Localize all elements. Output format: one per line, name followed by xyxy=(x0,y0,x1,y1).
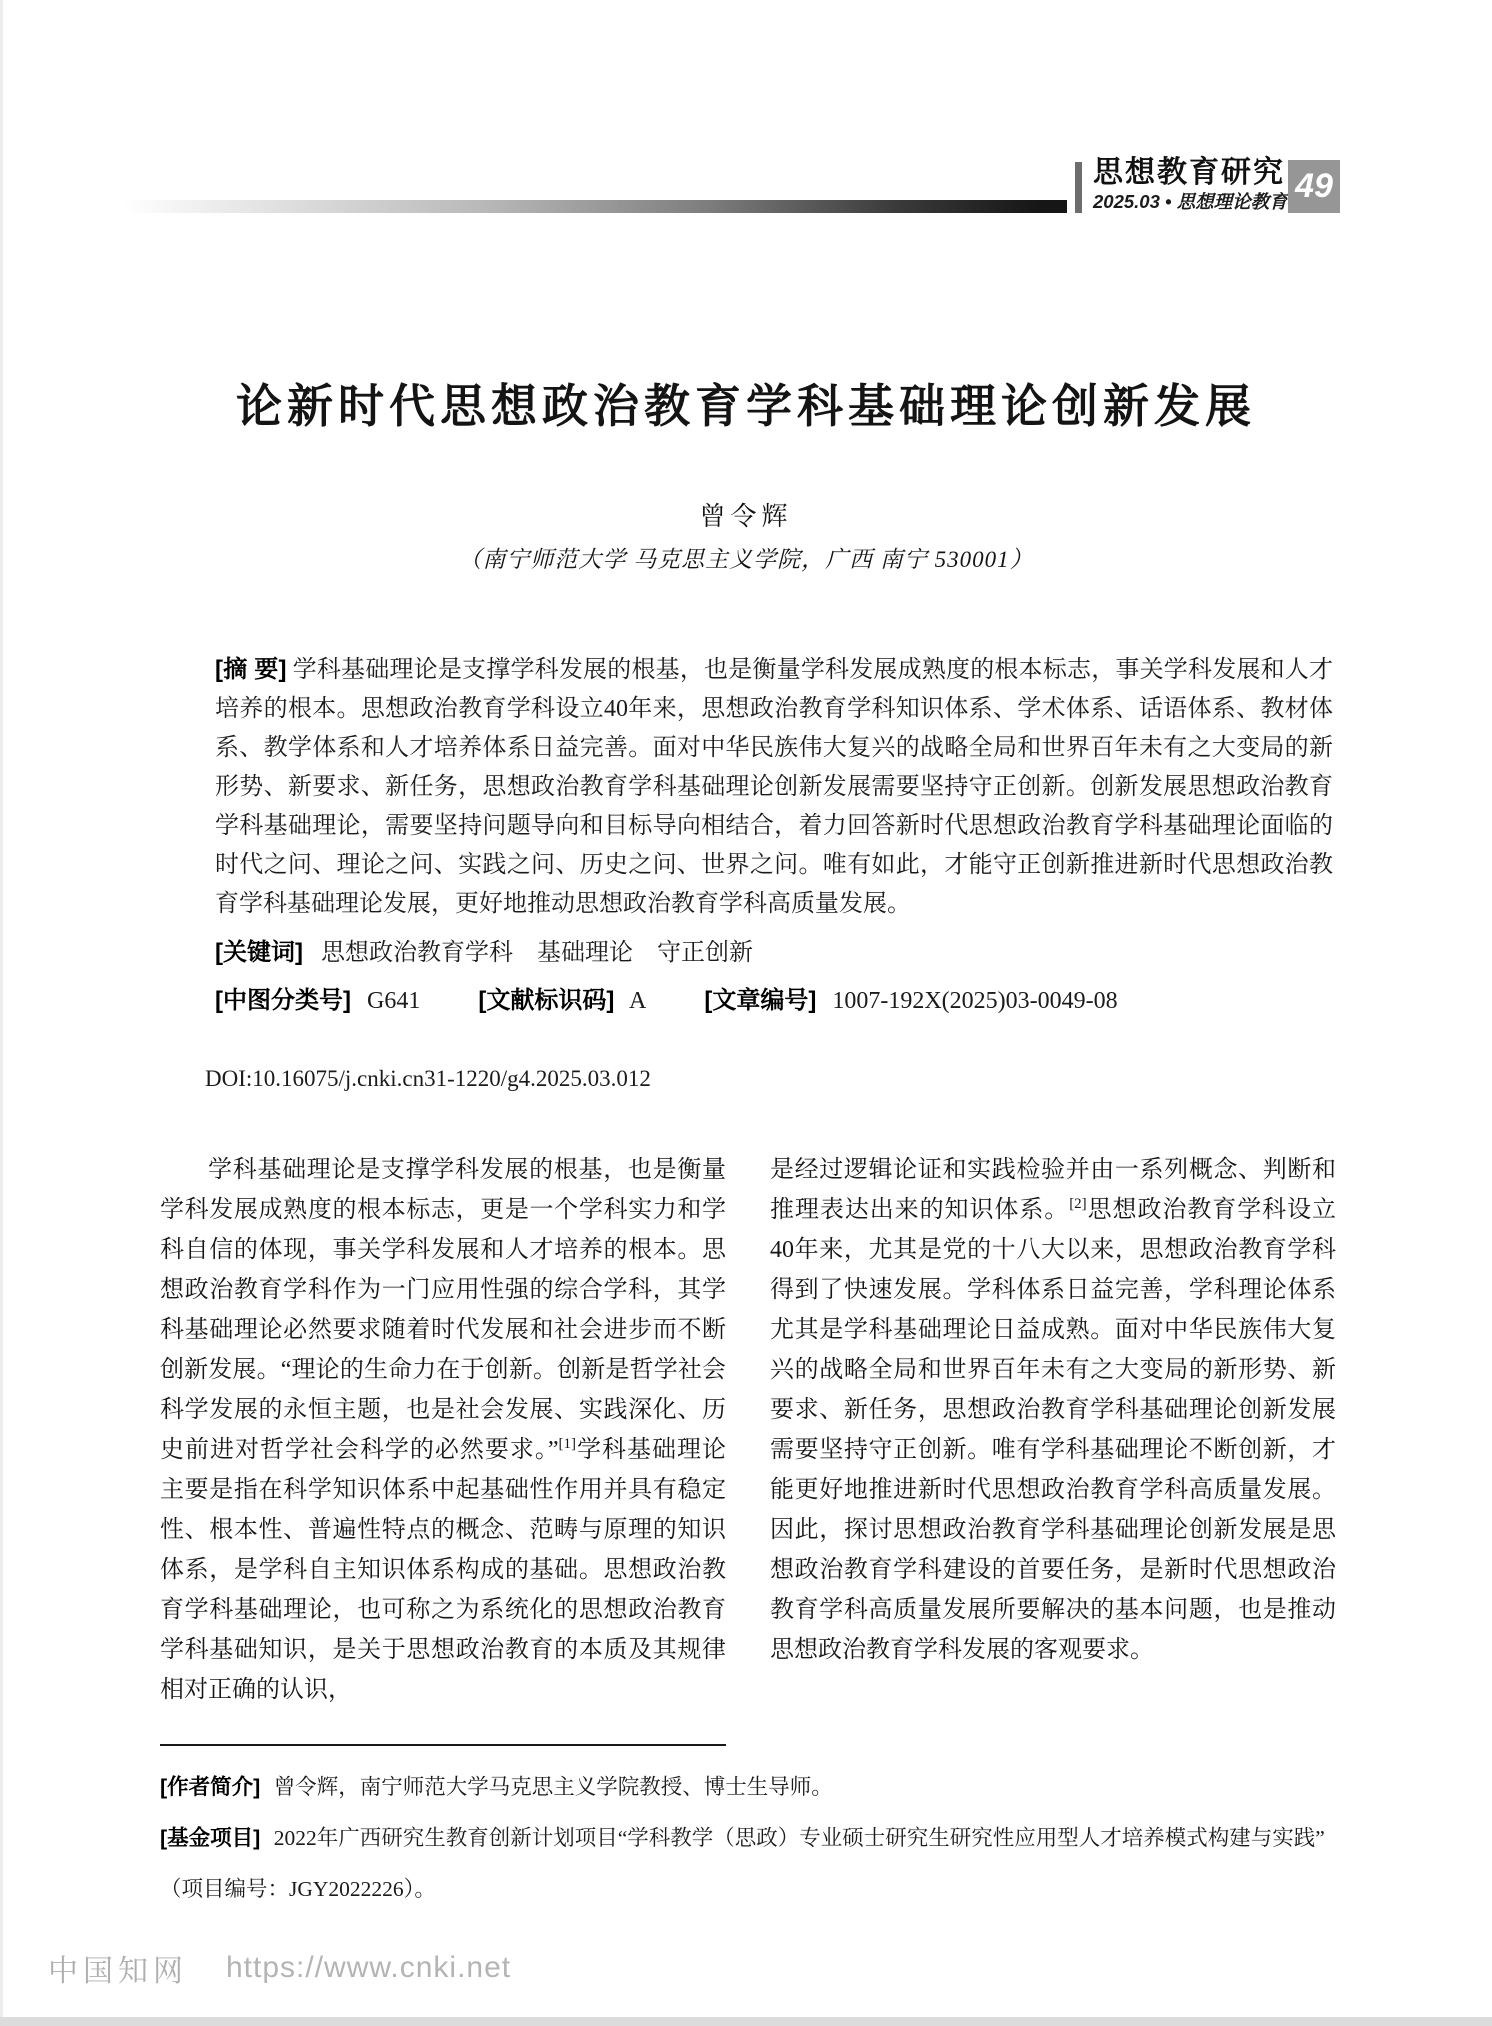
abstract-text: 学科基础理论是支撑学科发展的根基，也是衡量学科发展成熟度的根本标志，事关学科发展和人才培养的根本。思想政治教育学科设立40年来，思想政治教育学科知识体系、学术体系、话语体系、教材体系、教学体系和人才培养体系日益完善。面对中华民族伟大复兴的战略全局和世界百年未有之大变局的新形势、新要求、新任务，思想政治教育学科基础理论创新发展需要坚持守正创新。创新发展思想政治教育学科基础理论，需要坚持问题导向和目标导向相结合，着力回答新时代思想政治教育学科基础理论面临的时代之问、理论之问、实践之问、历史之问、世界之问。唯有如此，才能守正创新推进新时代思想政治教育学科基础理论发展，更好地推动思想政治教育学科高质量发展。 xyxy=(215,657,1334,917)
issue-dot: • xyxy=(1165,191,1172,212)
article-affiliation: （南宁师范大学 马克思主义学院，广西 南宁 530001） xyxy=(458,547,1034,572)
page-left-edge xyxy=(0,0,3,2026)
page-bottom-edge xyxy=(0,2017,1492,2026)
cnki-url-link[interactable]: https://www.cnki.net xyxy=(226,1951,512,1984)
body-paragraph-left xyxy=(160,1150,726,1710)
body-right-seg1: 是经过逻辑论证和实践检验并由一系列概念、判断和推理表达出来的知识体系。 xyxy=(770,1157,1336,1223)
author-bio-note xyxy=(160,1762,1356,1813)
author-bio-label: [作者简介] xyxy=(160,1775,261,1799)
journal-issue-line xyxy=(1093,190,1288,213)
issue-number: 2025.03 xyxy=(1093,191,1160,212)
clc-value: G641 xyxy=(366,988,421,1014)
body-right-seg2: 思想政治教育学科设立40年来，尤其是党的十八大以来，思想政治教育学科得到了快速发展。学科体系日益完善，学科理论体系尤其是学科基础理论日益成熟。面对中华民族伟大复兴的战略全局和世界百年未有之大变局的新形势、新要求、新任务，思想政治教育学科基础理论创新发展需要坚持守正创新。唯有学科基础理论不断创新，才能更好地推进新时代思想政治教育学科高质量发展。因此，探讨思想政治教育学科基础理论创新发展是思想政治教育学科建设的首要任务，是新时代思想政治教育学科高质量发展所要解决的基本问题，也是推动思想政治教育学科发展的客观要求。 xyxy=(770,1197,1336,1663)
article-no-value: 1007-192X(2025)03-0049-08 xyxy=(832,988,1118,1014)
article-author: 曾令辉 xyxy=(699,502,793,531)
keywords-line xyxy=(215,933,1333,973)
keywords-text: 思想政治教育学科 基础理论 守正创新 xyxy=(320,940,753,966)
doi-line: DOI:10.16075/j.cnki.cn31-1220/g4.2025.03.012 xyxy=(205,1066,651,1091)
journal-name: 思想教育研究 xyxy=(1093,156,1285,189)
author-bio-text: 曾令辉，南宁师范大学马克思主义学院教授、博士生导师。 xyxy=(273,1775,833,1799)
abstract-paragraph xyxy=(215,650,1333,924)
abstract-meta-block xyxy=(215,650,1333,1021)
journal-banner xyxy=(0,156,1492,216)
keywords-label: [关键词] xyxy=(215,939,303,966)
page-number-badge xyxy=(1288,160,1340,213)
body-paragraph-right xyxy=(770,1150,1336,1670)
body-left-seg1: 学科基础理论是支撑学科发展的根基，也是衡量学科发展成熟度的根本标志，更是一个学科实力和学科自信的体现，事关学科发展和人才培养的根本。思想政治教育学科作为一门应用性强的综合学科，其学科基础理论必然要求随着时代发展和社会进步而不断创新发展。“理论的生命力在于创新。创新是哲学社会科学发展的永恒主题，也是社会发展、实践深化、历史前进对哲学社会科学的必然要求。” xyxy=(160,1157,726,1463)
cnki-brand: 中国知网 xyxy=(48,1955,188,1988)
citation-ref-1: [1] xyxy=(558,1436,577,1452)
classification-line xyxy=(215,981,1333,1021)
fund-project-note xyxy=(160,1813,1356,1864)
cnki-footer xyxy=(48,1946,511,1990)
body-column-left xyxy=(160,1150,726,1736)
banner-vertical-divider xyxy=(1075,162,1082,213)
fund-project-note-continuation: （项目编号：JGY2022226）。 xyxy=(160,1877,436,1901)
citation-ref-2: [2] xyxy=(1069,1196,1087,1212)
abstract-label: [摘 要] xyxy=(215,656,287,683)
article-title: 论新时代思想政治教育学科基础理论创新发展 xyxy=(236,380,1256,432)
journal-header-text xyxy=(1093,156,1288,213)
body-left-seg2: 学科基础理论主要是指在科学知识体系中起基础性作用并具有稳定性、根本性、普遍性特点的概念、范畴与原理的知识体系，是学科自主知识体系构成的基础。思想政治教育学科基础理论，也可称之为系统化的思想政治教育学科基础知识，是关于思想政治教育的本质及其规律相对正确的认识， xyxy=(160,1437,726,1703)
article-no-label: [文章编号] xyxy=(704,987,817,1014)
clc-label: [中图分类号] xyxy=(215,987,351,1014)
footnote-rule xyxy=(160,1744,726,1746)
footnotes-block xyxy=(160,1762,1356,1915)
issue-section: 思想理论教育 xyxy=(1176,191,1288,212)
fund-project-label: [基金项目] xyxy=(160,1826,261,1850)
page-number: 49 xyxy=(1295,167,1333,205)
body-column-right xyxy=(770,1150,1336,1802)
doc-code-label: [文献标识码] xyxy=(478,987,615,1014)
banner-gradient-bar xyxy=(123,200,1067,213)
fund-project-text: 2022年广西研究生教育创新计划项目“学科教学（思政）专业硕士研究生研究性应用型人才培养模式构建与实践” xyxy=(273,1826,1325,1850)
doc-code-value: A xyxy=(629,988,647,1014)
